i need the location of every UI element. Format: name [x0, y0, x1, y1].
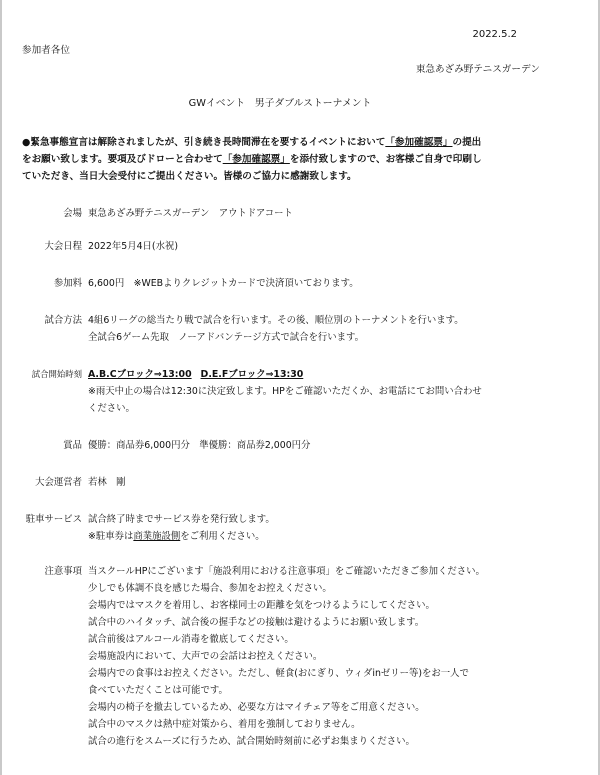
prize-value: 優勝：商品券6,000円分 準優勝：商品券2,000円分	[88, 440, 311, 451]
notes-list	[88, 563, 485, 750]
def-block-time: D.E.Fブロック⇒13:30	[200, 369, 304, 380]
document-date: 2022.5.2	[472, 29, 517, 40]
notice-text: ●緊急事態宣言は解除されましたが、引き続き長時間滞在を要するイベントにおいて	[22, 137, 386, 148]
page-border-left	[0, 0, 2, 775]
note-item: 食べていただくことは可能です。	[88, 685, 228, 696]
note-item: 会場内ではマスクを着用し、お客様同士の距離を気をつけるようにしてください。	[88, 600, 435, 611]
format-label: 試合方法	[44, 315, 82, 326]
notice-line-2	[22, 151, 562, 168]
start-time-value	[88, 366, 482, 417]
note-item: 試合中のマスクは熱中症対策から、着用を強制しておりません。	[88, 719, 361, 730]
sender: 東急あざみ野テニスガーデン	[415, 64, 540, 75]
confirmation-form-ref: 「参加確認票」	[385, 137, 453, 148]
format-value	[88, 312, 464, 346]
note-item: 会場内での食事はお控えください。ただし、軽食(おにぎり、ウィダinゼリー等)をお一人で	[88, 668, 469, 679]
start-time-line-2: ※雨天中止の場合は12:30に決定致します。HPをご確認いただくか、お電話にてお問い合わせ	[88, 386, 482, 397]
note-item: 当スクールHPにございます「施設利用における注意事項」をご確認いただきご参加ください。	[88, 566, 485, 577]
notice-line-1	[22, 134, 562, 151]
format-line-1: 4組6リーグの総当たり戦で試合を行います。その後、順位別のトーナメントを行います。	[88, 315, 464, 326]
start-time-label: 試合開始時刻	[31, 369, 82, 379]
confirmation-form-ref: 「参加確認票」	[222, 154, 290, 165]
notice-line-3: ていただき、当日大会受付にご提出ください。皆様のご協力に感謝致します。	[22, 171, 357, 182]
note-item: 試合前後はアルコール消毒を徹底してください。	[88, 634, 294, 645]
event-date-value: 2022年5月4日(水祝)	[88, 241, 178, 252]
notice-text: を添付致しますので、お客様ご自身で印刷し	[289, 154, 482, 165]
fee-label: 参加料	[53, 278, 82, 289]
organizer-label: 大会運営者	[35, 477, 82, 488]
parking-text: ※駐車券は	[88, 531, 134, 542]
event-date-label: 大会日程	[44, 241, 82, 252]
venue-value: 東急あざみ野テニスガーデン アウトドアコート	[88, 208, 293, 219]
start-time-line-1	[88, 366, 482, 383]
format-line-2: 全試合6ゲーム先取 ノーアドバンテージ方式で試合を行います。	[88, 332, 364, 343]
notice-text: の提出	[452, 137, 482, 148]
notes-label: 注意事項	[44, 566, 82, 577]
note-item: 試合中のハイタッチ、試合後の握手などの接触は避けるようにお願い致します。	[88, 617, 425, 628]
parking-line-1: 試合終了時までサービス券を発行致します。	[88, 514, 275, 525]
note-item: 会場内の椅子を撤去しているため、必要な方はマイチェア等をご用意ください。	[88, 702, 425, 713]
abc-block-time: A.B.Cブロック⇒13:00	[88, 369, 192, 380]
prize-label: 賞品	[63, 440, 82, 451]
start-time-line-3: ください。	[88, 403, 135, 414]
venue-label: 会場	[63, 208, 82, 219]
parking-value	[88, 511, 275, 545]
parking-text: をご利用ください。	[180, 531, 265, 542]
note-item: 会場施設内において、大声での会話はお控えください。	[88, 651, 323, 662]
note-item: 少しでも体調不良を感じた場合、参加をお控えください。	[88, 583, 332, 594]
fee-value: 6,600円 ※WEBよりクレジットカードで決済頂いております。	[88, 278, 359, 289]
notice-paragraph	[22, 134, 562, 185]
event-title: GWイベント 男子ダブルストーナメント	[188, 98, 372, 109]
parking-label: 駐車サービス	[25, 514, 82, 525]
commercial-facility-ref: 商業施設側	[133, 531, 181, 542]
recipient: 参加者各位	[22, 45, 70, 56]
parking-line-2	[88, 528, 275, 545]
organizer-value: 若林 剛	[88, 477, 126, 488]
note-item: 試合の進行をスムーズに行うため、試合開始時刻前に必ずお集まりください。	[88, 736, 415, 747]
notice-text: をお願い致します。要項及びドローと合わせて	[22, 154, 223, 165]
